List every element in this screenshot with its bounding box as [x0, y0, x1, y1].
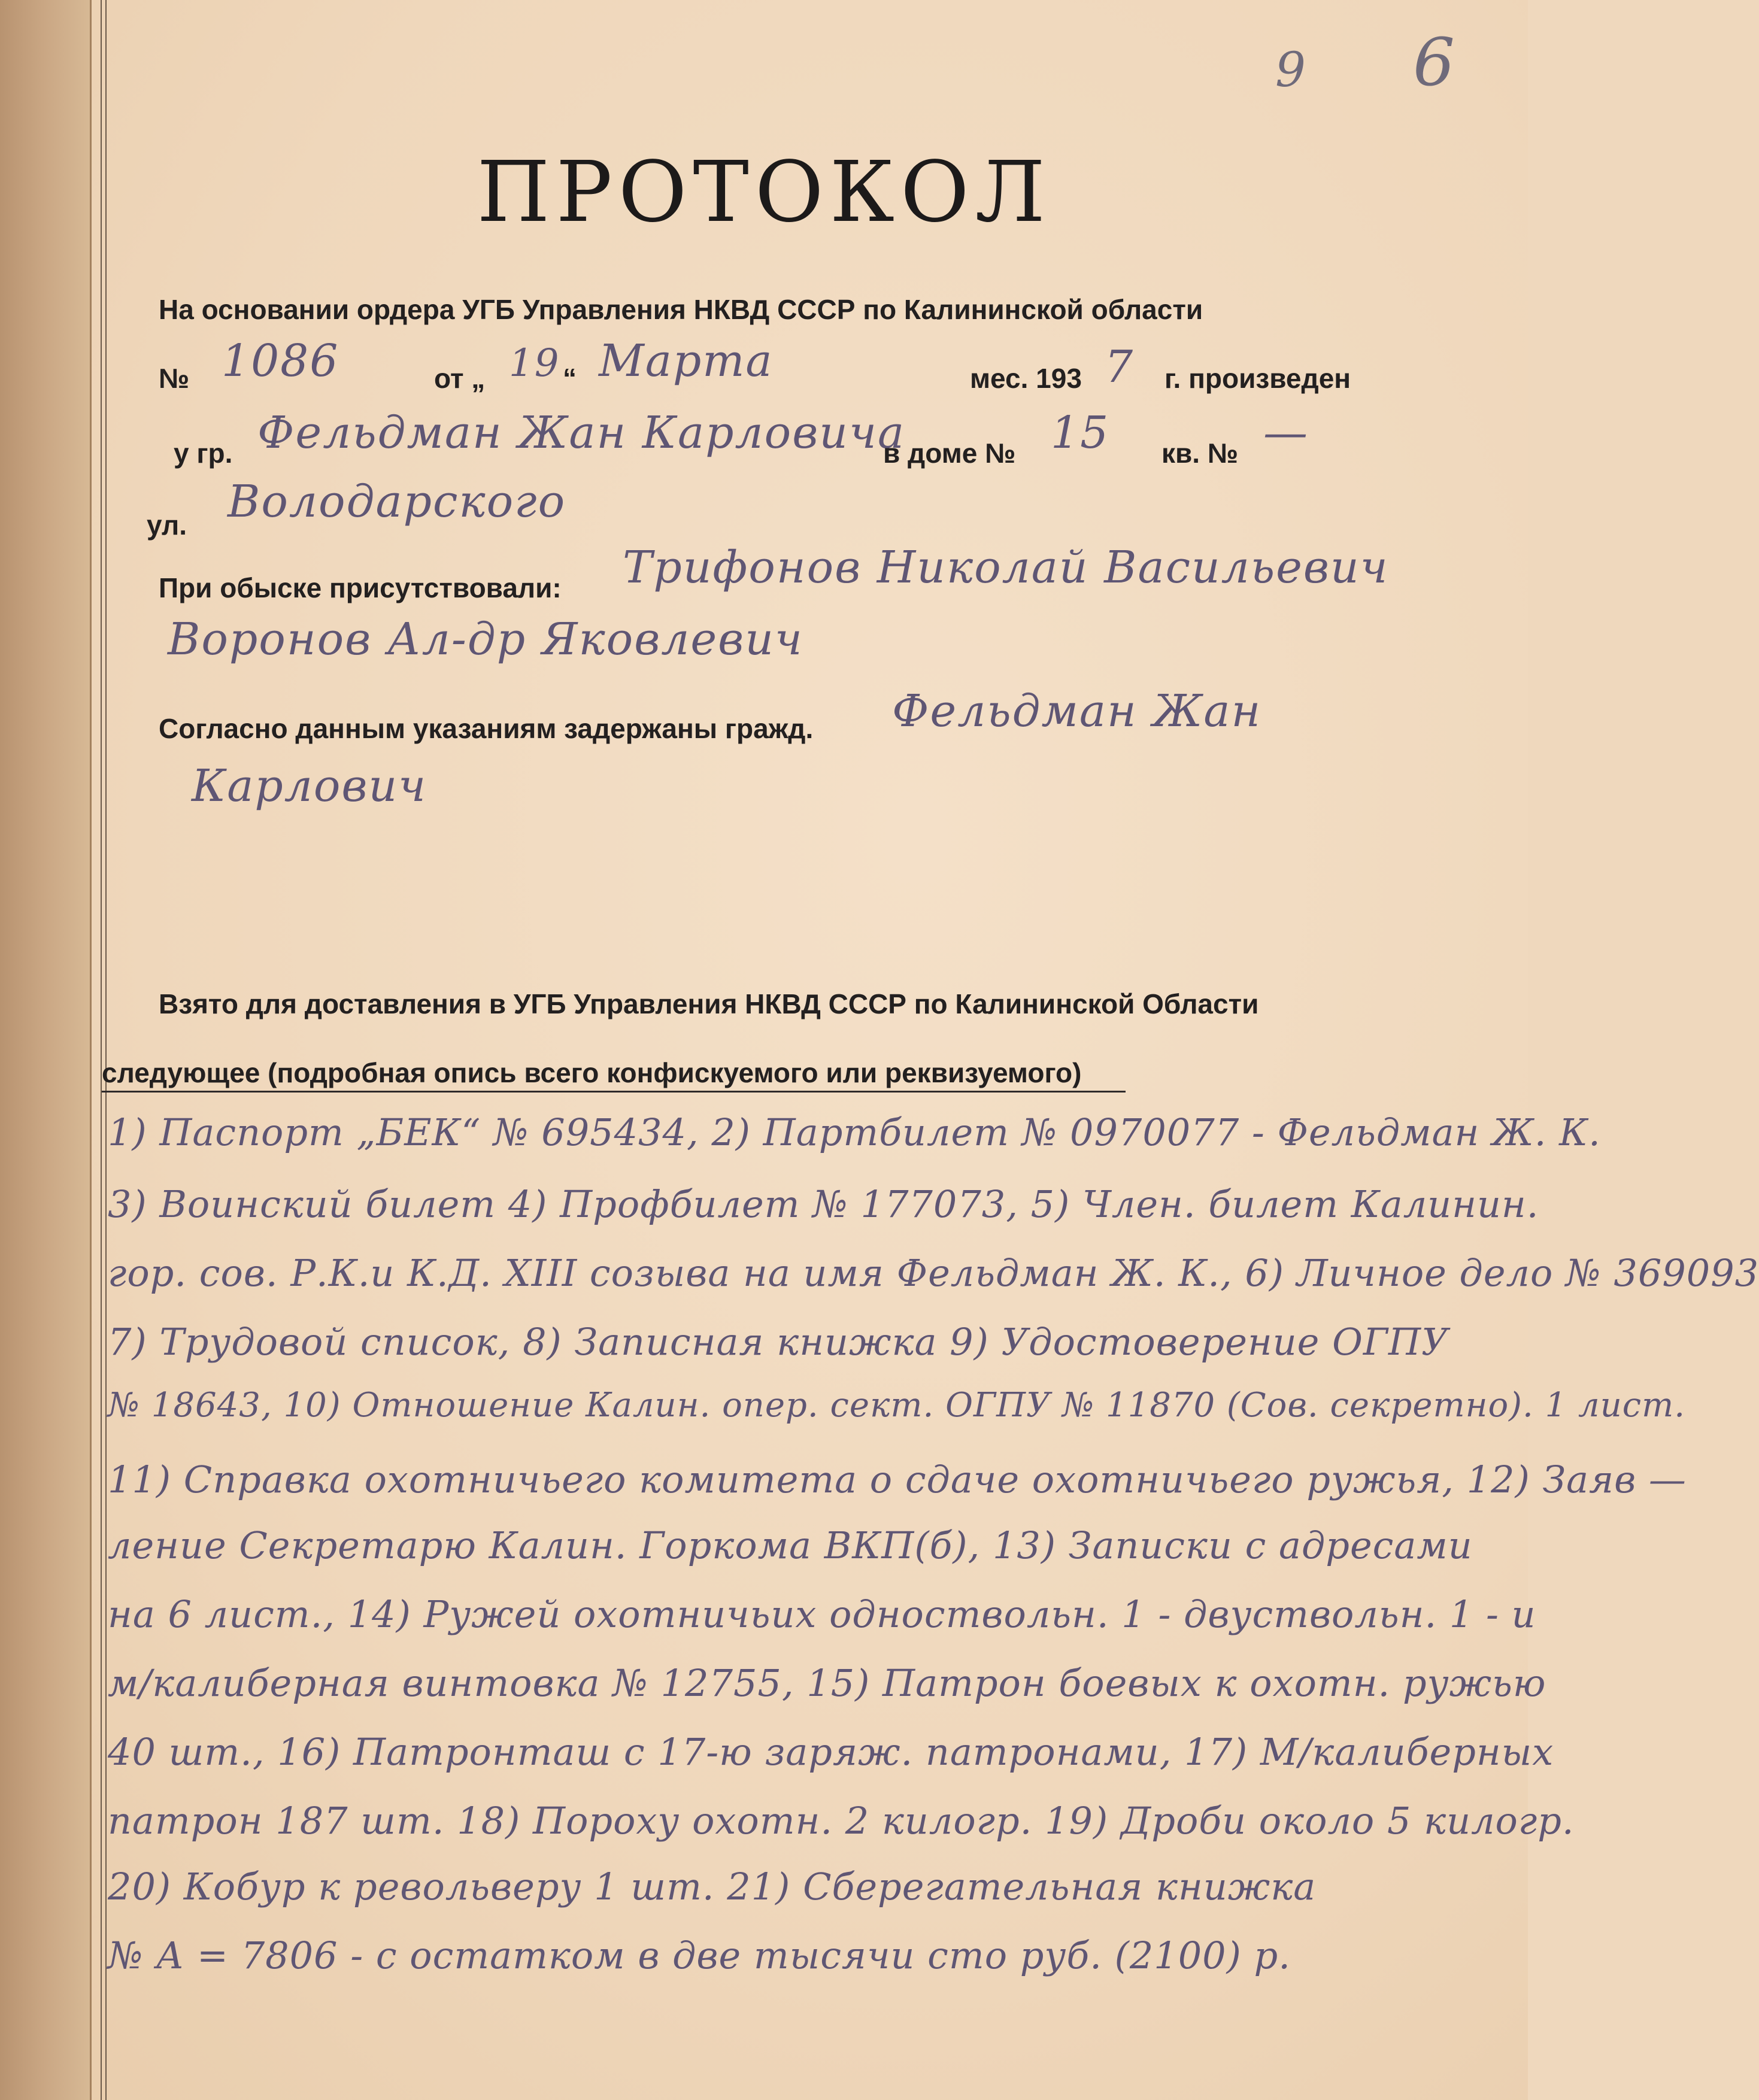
inventory-line: № А = 7806 - с остатком в две тысячи сто руб. (2100) р.: [108, 1934, 1291, 1977]
citizen-name: Фельдман Жан Карловича: [257, 407, 906, 459]
date-quote: “: [563, 363, 577, 394]
house-number: 15: [1051, 407, 1110, 459]
binding-line: [105, 0, 107, 2100]
date-month: Марта: [599, 335, 774, 387]
inventory-line: ление Секретарю Калин. Горкома ВКП(б), 13) Записки с адресами: [108, 1524, 1473, 1567]
folio-number: 6: [1413, 24, 1455, 101]
month-year-label: мес. 193: [970, 363, 1082, 394]
inventory-line: на 6 лист., 14) Ружей охотничьих одноствольн. 1 - двуствольн. 1 - и: [108, 1592, 1536, 1636]
apartment-label: кв. №: [1161, 438, 1239, 469]
inventory-line: 20) Кобур к револьверу 1 шт. 21) Сберегательная книжка: [108, 1865, 1317, 1908]
detained-name-part2: Карлович: [192, 760, 427, 812]
folio-number-crossed: 9: [1275, 42, 1306, 98]
detained-label: Согласно данным указаниям задержаны гражд.: [159, 713, 814, 744]
taken-subheading: следующее (подробная опись всего конфискуемого или реквизуемого): [102, 1057, 1082, 1088]
year-digit: 7: [1105, 341, 1135, 393]
inventory-line: м/калиберная винтовка № 12755, 15) Патрон боевых к охотн. ружью: [108, 1661, 1546, 1705]
house-label: в доме №: [883, 438, 1016, 469]
order-number: 1086: [222, 335, 339, 387]
inventory-line: гор. сов. Р.К.и К.Д. XIII созыва на имя Фельдман Ж. К., 6) Личное дело № 369093: [108, 1251, 1759, 1295]
detained-name-part1: Фельдман Жан: [892, 685, 1262, 737]
inventory-line: 11) Справка охотничьего комитета о сдаче охотничьего ружья, 12) Заяв —: [108, 1458, 1687, 1501]
present-label: При обыске присутствовали:: [159, 572, 562, 603]
binding-line: [101, 0, 102, 2100]
inventory-line: патрон 187 шт. 18) Пороху охотн. 2 килогр. 19) Дроби около 5 килогр.: [108, 1799, 1575, 1843]
citizen-label: у гр.: [174, 438, 233, 469]
date-from-label: от „: [434, 363, 486, 394]
subheading-rule: [102, 1091, 1126, 1093]
document-title: ПРОТОКОЛ: [477, 144, 1051, 241]
inventory-line: 7) Трудовой список, 8) Записная книжка 9) Удостоверение ОГПУ: [108, 1320, 1449, 1364]
produced-label: г. произведен: [1164, 363, 1351, 394]
inventory-line: 1) Паспорт „БЕК“ № 695434, 2) Партбилет № 0970077 - Фельдман Ж. К.: [108, 1110, 1601, 1154]
taken-heading: Взято для доставления в УГБ Управления НКВД СССР по Калининской Области: [159, 988, 1259, 1019]
binding-spine: [0, 0, 92, 2100]
apartment-value: —: [1263, 407, 1309, 459]
street-name: Володарского: [228, 476, 566, 527]
order-number-label: №: [159, 363, 190, 394]
street-label: ул.: [147, 509, 187, 541]
witness-2: Воронов Ал-др Яковлевич: [168, 614, 803, 665]
date-day: 19: [509, 341, 560, 386]
witness-1: Трифонов Николай Васильевич: [623, 542, 1389, 593]
inventory-line: 3) Воинский билет 4) Профбилет № 177073, 5) Член. билет Калинин.: [108, 1182, 1539, 1226]
inventory-line: 40 шт., 16) Патронташ с 17-ю заряж. патронами, 17) М/калиберных: [108, 1730, 1554, 1774]
inventory-line: № 18643, 10) Отношение Калин. опер. сект. ОГПУ № 11870 (Сов. секретно). 1 лист.: [108, 1386, 1686, 1425]
order-basis-text: На основании ордера УГБ Управления НКВД СССР по Калининской области: [159, 294, 1203, 325]
